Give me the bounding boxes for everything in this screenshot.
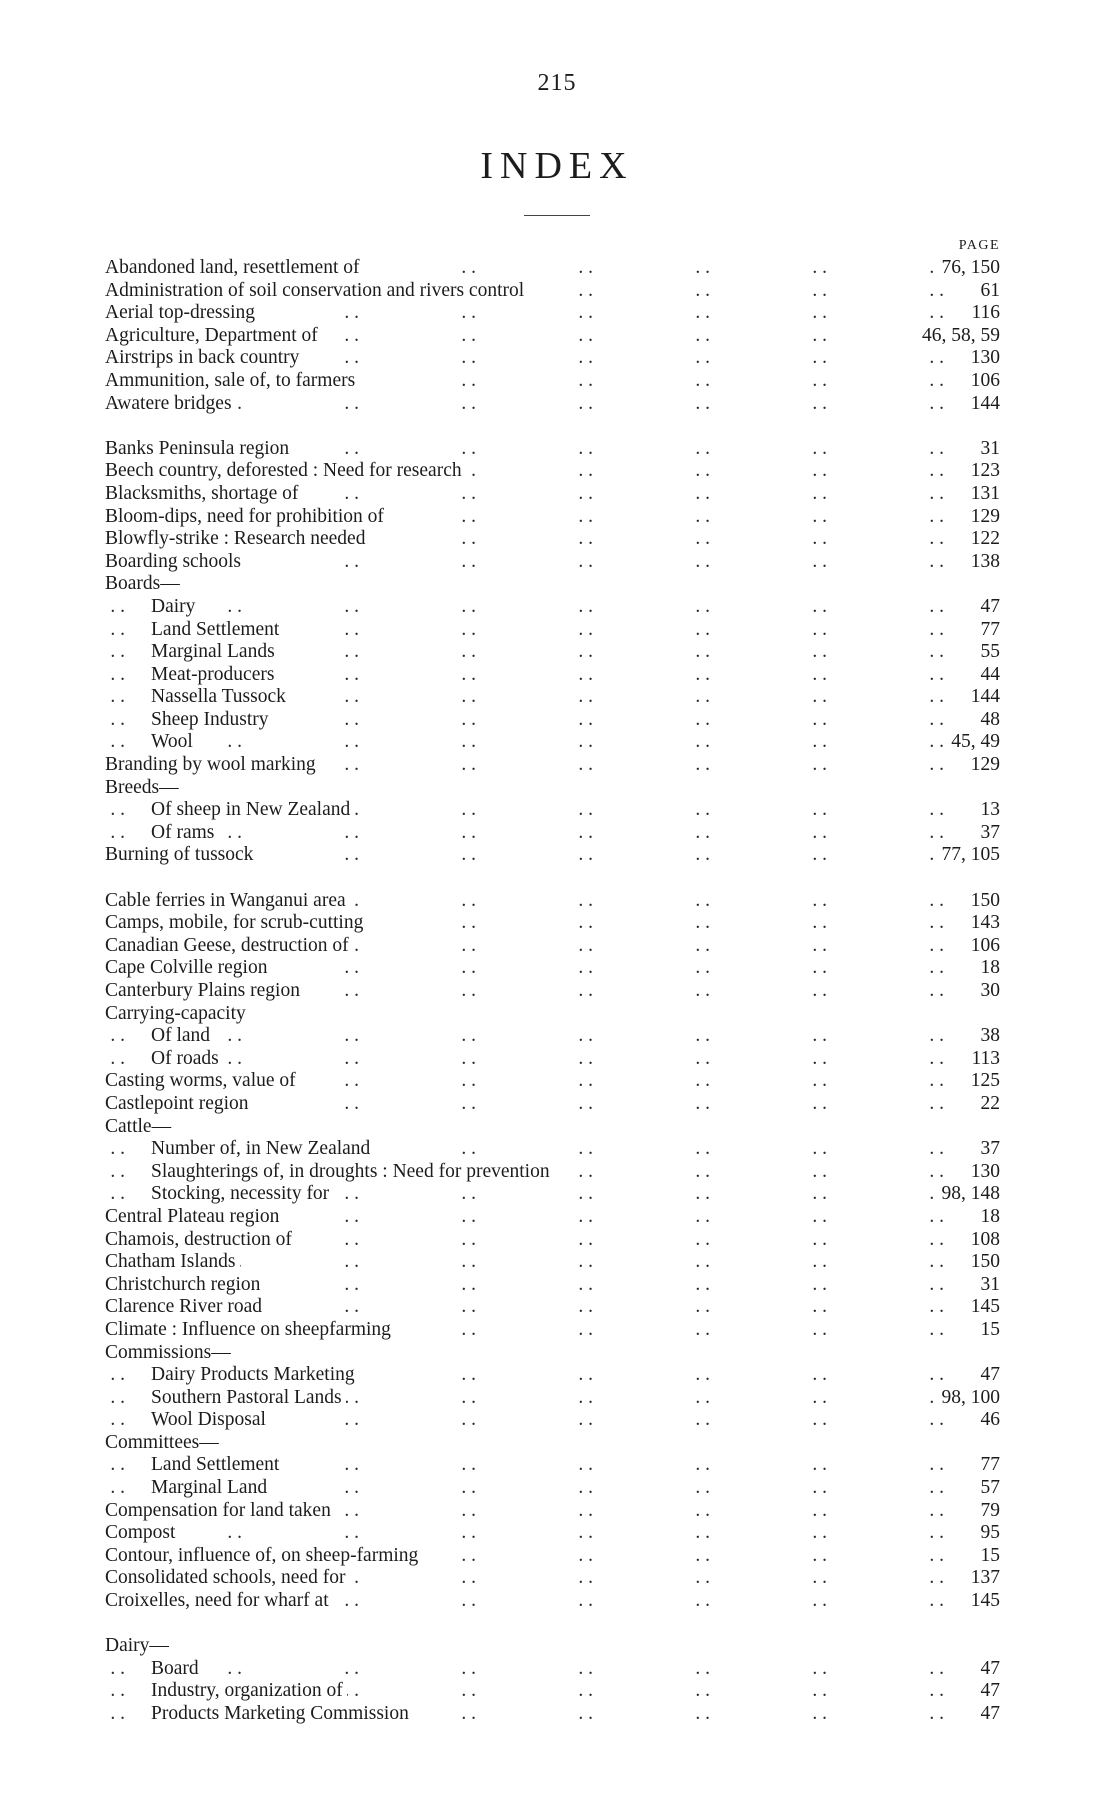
entry-page-numbers: 129	[967, 506, 1000, 529]
index-entry	[105, 1635, 1000, 1658]
dot-leader	[105, 596, 944, 619]
index-subentry	[105, 686, 1000, 709]
index-entry	[105, 1206, 1000, 1229]
entry-text: Bloom-dips, need for prohibition of	[105, 506, 388, 529]
entry-page-numbers: 47	[977, 596, 1001, 619]
index-entry	[105, 1500, 1000, 1523]
entry-page-numbers: 137	[967, 1567, 1000, 1590]
entry-text: Marginal Lands	[151, 641, 279, 664]
index-subentry	[105, 1703, 1000, 1726]
entry-page-numbers: 130	[967, 347, 1000, 370]
entry-page-numbers: 44	[977, 664, 1001, 687]
entry-page-numbers: 55	[977, 641, 1001, 664]
index-entry	[105, 347, 1000, 370]
entry-page-numbers: 61	[977, 280, 1001, 303]
entry-page-numbers: 77	[977, 619, 1001, 642]
entry-page-numbers: 130	[967, 1161, 1000, 1184]
entry-text: Compost	[105, 1522, 179, 1545]
index-entry	[105, 1296, 1000, 1319]
entry-text: Central Plateau region	[105, 1206, 283, 1229]
entry-text: Camps, mobile, for scrub-cutting	[105, 912, 367, 935]
index-subentry	[105, 1680, 1000, 1703]
entry-text: Christchurch region	[105, 1274, 264, 1297]
index-entry	[105, 754, 1000, 777]
entry-text: Of sheep in New Zealand	[151, 799, 354, 822]
index-entry	[105, 1251, 1000, 1274]
entry-text: Breeds—	[105, 777, 183, 800]
entry-text: Boarding schools	[105, 551, 245, 574]
entry-text: Castlepoint region	[105, 1093, 253, 1116]
entry-page-numbers: 79	[977, 1500, 1001, 1523]
index-entry	[105, 438, 1000, 461]
entry-text: Climate : Influence on sheepfarming	[105, 1319, 395, 1342]
index-entry	[105, 460, 1000, 483]
entry-page-numbers: 77, 105	[938, 844, 1001, 867]
entry-page-numbers: 15	[977, 1545, 1001, 1568]
index-subentry	[105, 799, 1000, 822]
entry-text: Chatham Islands	[105, 1251, 240, 1274]
page-column-heading: PAGE	[958, 238, 1000, 253]
index-entry	[105, 1070, 1000, 1093]
entry-text: Land Settlement	[151, 619, 283, 642]
entry-text: Compensation for land taken	[105, 1500, 335, 1523]
entry-page-numbers: 18	[977, 957, 1001, 980]
index-subentry	[105, 1477, 1000, 1500]
index-entry	[105, 1116, 1000, 1139]
page-title: INDEX	[480, 145, 634, 187]
entry-page-numbers: 123	[967, 460, 1000, 483]
index-entry	[105, 1522, 1000, 1545]
index-subentry	[105, 1387, 1000, 1410]
entry-text: Croixelles, need for wharf at	[105, 1590, 333, 1613]
entry-text: Airstrips in back country	[105, 347, 303, 370]
index-entry	[105, 980, 1000, 1003]
index-entry	[105, 1432, 1000, 1455]
index-entry	[105, 302, 1000, 325]
index-entry	[105, 1319, 1000, 1342]
entry-text: Agriculture, Department of	[105, 325, 322, 348]
entry-text: Blowfly-strike : Research needed	[105, 528, 369, 551]
index-subentry	[105, 822, 1000, 845]
entry-page-numbers: 46, 58, 59	[918, 325, 1000, 348]
index-entry	[105, 1567, 1000, 1590]
index-entry	[105, 393, 1000, 416]
index-entry	[105, 483, 1000, 506]
index-entry	[105, 1590, 1000, 1613]
entry-text: Meat-producers	[151, 664, 278, 687]
entry-text: Ammunition, sale of, to farmers	[105, 370, 359, 393]
index-subentry	[105, 1183, 1000, 1206]
index-entry	[105, 957, 1000, 980]
entry-page-numbers: 47	[977, 1680, 1001, 1703]
entry-page-numbers: 18	[977, 1206, 1001, 1229]
index-subentry	[105, 1364, 1000, 1387]
entry-page-numbers: 144	[967, 393, 1000, 416]
dot-leader	[105, 1522, 944, 1545]
index-entry	[105, 1093, 1000, 1116]
index-entry	[105, 912, 1000, 935]
entry-text: Nassella Tussock	[151, 686, 290, 709]
entry-text: Branding by wool marking	[105, 754, 320, 777]
index-entry	[105, 370, 1000, 393]
index-subentry	[105, 1454, 1000, 1477]
entry-page-numbers: 31	[977, 438, 1001, 461]
index-entry	[105, 280, 1000, 303]
entry-text: Marginal Land	[151, 1477, 271, 1500]
index-subentry	[105, 1409, 1000, 1432]
entry-page-numbers: 122	[967, 528, 1000, 551]
entry-page-numbers: 106	[967, 935, 1000, 958]
entry-page-numbers: 131	[967, 483, 1000, 506]
entry-text: Of roads	[151, 1048, 223, 1071]
entry-page-numbers: 47	[977, 1703, 1001, 1726]
entry-page-numbers: 57	[977, 1477, 1001, 1500]
entry-text: Boards—	[105, 573, 184, 596]
entry-page-numbers: 76, 150	[938, 257, 1001, 280]
entry-text: Wool	[151, 731, 197, 754]
entry-text: Sheep Industry	[151, 709, 273, 732]
entry-text: Products Marketing Commission	[151, 1703, 413, 1726]
entry-text: Dairy—	[105, 1635, 173, 1658]
entry-page-numbers: 22	[977, 1093, 1001, 1116]
section-gap	[105, 415, 1000, 438]
index-subentry	[105, 1048, 1000, 1071]
index-subentry	[105, 1161, 1000, 1184]
entry-page-numbers: 98, 148	[938, 1183, 1001, 1206]
index-entry	[105, 325, 1000, 348]
title-rule	[524, 215, 590, 216]
index-entry	[105, 573, 1000, 596]
entry-text: Cape Colville region	[105, 957, 271, 980]
entry-text: Land Settlement	[151, 1454, 283, 1477]
entry-page-numbers: 150	[967, 890, 1000, 913]
index-subentry	[105, 641, 1000, 664]
entry-page-numbers: 145	[967, 1590, 1000, 1613]
dot-leader	[105, 1025, 944, 1048]
entry-text: Canterbury Plains region	[105, 980, 304, 1003]
entry-page-numbers: 145	[967, 1296, 1000, 1319]
entry-page-numbers: 98, 100	[938, 1387, 1001, 1410]
entry-text: Stocking, necessity for	[151, 1183, 333, 1206]
entry-page-numbers: 31	[977, 1274, 1001, 1297]
entry-page-numbers: 45, 49	[947, 731, 1000, 754]
index-entry	[105, 257, 1000, 280]
entry-text: Dairy Products Marketing	[151, 1364, 359, 1387]
entry-text: Number of, in New Zealand	[151, 1138, 374, 1161]
entry-text: Committees—	[105, 1432, 223, 1455]
index-entry	[105, 1003, 1000, 1026]
entry-text: Clarence River road	[105, 1296, 266, 1319]
entry-page-numbers: 48	[977, 709, 1001, 732]
entry-page-numbers: 13	[977, 799, 1001, 822]
entry-page-numbers: 77	[977, 1454, 1001, 1477]
index-entry	[105, 528, 1000, 551]
index-list	[105, 257, 1000, 1726]
index-subentry	[105, 709, 1000, 732]
entry-text: Casting worms, value of	[105, 1070, 300, 1093]
dot-leader	[105, 1048, 944, 1071]
entry-text: Abandoned land, resettlement of	[105, 257, 364, 280]
section-gap	[105, 1613, 1000, 1636]
entry-page-numbers: 113	[967, 1048, 1000, 1071]
index-entry	[105, 1342, 1000, 1365]
index-entry	[105, 1274, 1000, 1297]
entry-page-numbers: 95	[977, 1522, 1001, 1545]
entry-page-numbers: 15	[977, 1319, 1001, 1342]
entry-page-numbers: 143	[967, 912, 1000, 935]
entry-text: Administration of soil conservation and rivers control	[105, 280, 528, 303]
entry-text: Cable ferries in Wanganui area	[105, 890, 350, 913]
entry-text: Blacksmiths, shortage of	[105, 483, 302, 506]
entry-page-numbers: 116	[967, 302, 1000, 325]
index-subentry	[105, 1138, 1000, 1161]
entry-text: Board	[151, 1658, 203, 1681]
index-entry	[105, 551, 1000, 574]
entry-page-numbers: 47	[977, 1658, 1001, 1681]
index-subentry	[105, 596, 1000, 619]
index-entry	[105, 506, 1000, 529]
entry-text: Banks Peninsula region	[105, 438, 293, 461]
entry-text: Canadian Geese, destruction of	[105, 935, 353, 958]
entry-page-numbers: 108	[967, 1229, 1000, 1252]
index-entry	[105, 935, 1000, 958]
dot-leader	[105, 1658, 944, 1681]
entry-text: Of rams	[151, 822, 218, 845]
entry-text: Slaughterings of, in droughts : Need for prevention	[151, 1161, 554, 1184]
entry-page-numbers: 37	[977, 822, 1001, 845]
page-number: 215	[537, 70, 577, 96]
entry-text: Beech country, deforested : Need for research	[105, 460, 466, 483]
index-subentry	[105, 619, 1000, 642]
entry-page-numbers: 30	[977, 980, 1001, 1003]
entry-page-numbers: 106	[967, 370, 1000, 393]
entry-text: Burning of tussock	[105, 844, 257, 867]
entry-text: Of land	[151, 1025, 214, 1048]
entry-text: Wool Disposal	[151, 1409, 270, 1432]
entry-text: Aerial top-dressing	[105, 302, 259, 325]
entry-text: Dairy	[151, 596, 199, 619]
entry-text: Chamois, destruction of	[105, 1229, 296, 1252]
dot-leader	[105, 822, 944, 845]
index-entry	[105, 844, 1000, 867]
index-entry	[105, 890, 1000, 913]
entry-text: Southern Pastoral Lands	[151, 1387, 346, 1410]
entry-page-numbers: 38	[977, 1025, 1001, 1048]
entry-page-numbers: 129	[967, 754, 1000, 777]
index-entry	[105, 777, 1000, 800]
index-subentry	[105, 1025, 1000, 1048]
entry-text: Cattle—	[105, 1116, 175, 1139]
entry-text: Carrying-capacity	[105, 1003, 250, 1026]
entry-page-numbers: 47	[977, 1364, 1001, 1387]
dot-leader	[105, 731, 944, 754]
section-gap	[105, 867, 1000, 890]
entry-page-numbers: 150	[967, 1251, 1000, 1274]
entry-page-numbers: 144	[967, 686, 1000, 709]
entry-text: Awatere bridges	[105, 393, 236, 416]
entry-page-numbers: 46	[977, 1409, 1001, 1432]
index-subentry	[105, 731, 1000, 754]
entry-page-numbers: 138	[967, 551, 1000, 574]
entry-text: Consolidated schools, need for	[105, 1567, 349, 1590]
index-entry	[105, 1229, 1000, 1252]
entry-text: Contour, influence of, on sheep-farming	[105, 1545, 422, 1568]
index-subentry	[105, 664, 1000, 687]
entry-page-numbers: 37	[977, 1138, 1001, 1161]
entry-page-numbers: 125	[967, 1070, 1000, 1093]
entry-text: Industry, organization of	[151, 1680, 347, 1703]
index-entry	[105, 1545, 1000, 1568]
entry-text: Commissions—	[105, 1342, 235, 1365]
index-subentry	[105, 1658, 1000, 1681]
